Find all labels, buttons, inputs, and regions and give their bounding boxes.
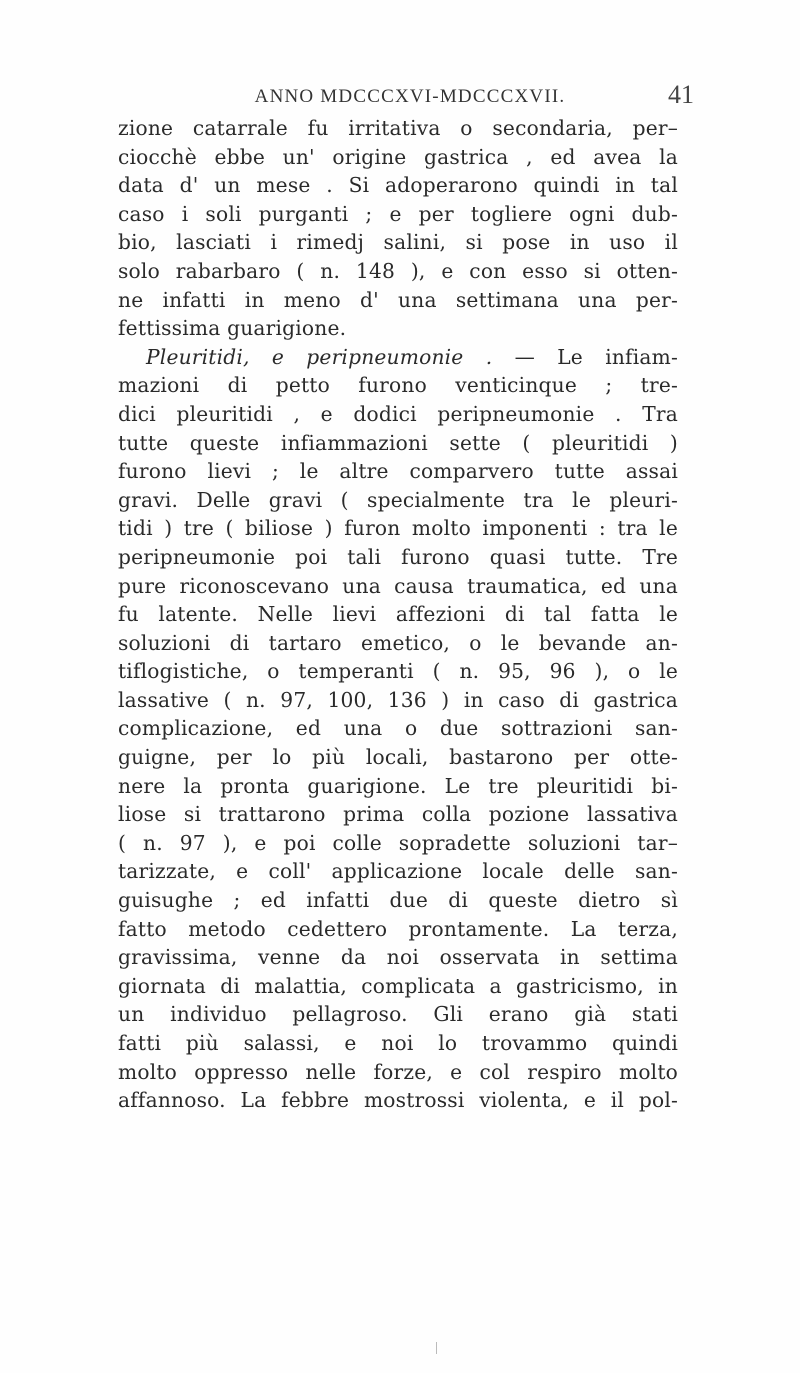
text-line: fettissima guarigione. xyxy=(118,316,347,341)
text-line: zione catarrale fu irritativa o secondaria, per– xyxy=(118,116,678,140)
text-line: peripneumonie poi tali furono quasi tutte. Tre xyxy=(118,544,678,569)
text-line: guigne, per lo più locali, bastarono per otte- xyxy=(118,745,678,770)
text-line: affannoso. La febbre mostrossi violenta, e il pol- xyxy=(118,1088,678,1113)
print-mark xyxy=(436,1342,437,1354)
text-line: furono lievi ; le altre comparvero tutte assai xyxy=(118,459,678,484)
text-line: ne infatti in meno d' una settimana una per- xyxy=(118,287,678,312)
text-line: molto oppresso nelle forze, e col respiro molto xyxy=(118,1059,678,1084)
section-heading-line xyxy=(118,343,678,372)
text-line: caso i soli purganti ; e per togliere ogni dub- xyxy=(118,201,678,226)
text-line: tidi ) tre ( biliose ) furon molto imponenti : tra le xyxy=(118,516,678,541)
text-line: tarizzate, e coll' applicazione locale delle san- xyxy=(118,859,678,884)
text-line: fatti più salassi, e noi lo trovammo quindi xyxy=(118,1031,678,1055)
text-line: fu latente. Nelle lievi affezioni di tal fatta le xyxy=(118,602,678,627)
text-line: solo rabarbaro ( n. 148 ), e con esso si otten- xyxy=(118,258,678,283)
text-line: bio, lasciati i rimedj salini, si pose in uso il xyxy=(118,230,678,255)
text-line: gravissima, venne da noi osservata in settima xyxy=(118,945,678,970)
text-line: complicazione, ed una o due sottrazioni san- xyxy=(118,716,678,741)
text-line: ( n. 97 ), e poi colle sopradette soluzioni tar– xyxy=(118,830,678,855)
text-line: tiflogistiche, o temperanti ( n. 95, 96 ), o le xyxy=(118,659,678,684)
text-line: guisughe ; ed infatti due di queste dietro sì xyxy=(118,888,678,913)
text-line: giornata di malattia, complicata a gastricismo, in xyxy=(118,973,678,998)
text-line: data d' un mese . Si adoperarono quindi in tal xyxy=(118,173,678,198)
text-line: soluzioni di tartaro emetico, o le bevande an- xyxy=(118,630,678,655)
text-line: fatto metodo cedettero prontamente. La terza, xyxy=(118,916,678,941)
text-line: un individuo pellagroso. Gli erano già stati xyxy=(118,1002,678,1027)
page-number: 41 xyxy=(668,80,694,109)
text-line: lassative ( n. 97, 100, 136 ) in caso di gastrica xyxy=(118,687,678,712)
running-head: ANNO MDCCCXVI-MDCCCXVII. xyxy=(254,86,566,107)
section-heading: Pleuritidi, e peripneumonie . xyxy=(146,344,493,369)
text-line: dici pleuritidi , e dodici peripneumonie . Tra xyxy=(118,401,678,426)
text-line: gravi. Delle gravi ( specialmente tra le pleuri- xyxy=(118,487,678,512)
text-line: pure riconoscevano una causa traumatica, ed una xyxy=(118,573,678,598)
text-line: nere la pronta guarigione. Le tre pleuritidi bi- xyxy=(118,773,678,798)
text-line-tail: — Le infiam- xyxy=(514,344,678,369)
text-line: ciocchè ebbe un' origine gastrica , ed avea la xyxy=(118,144,678,169)
text-line: liose si trattarono prima colla pozione lassativa xyxy=(118,802,678,827)
body-text xyxy=(118,114,678,1115)
text-line: tutte queste infiammazioni sette ( pleuritidi ) xyxy=(118,430,678,455)
text-line: mazioni di petto furono venticinque ; tre- xyxy=(118,373,678,398)
